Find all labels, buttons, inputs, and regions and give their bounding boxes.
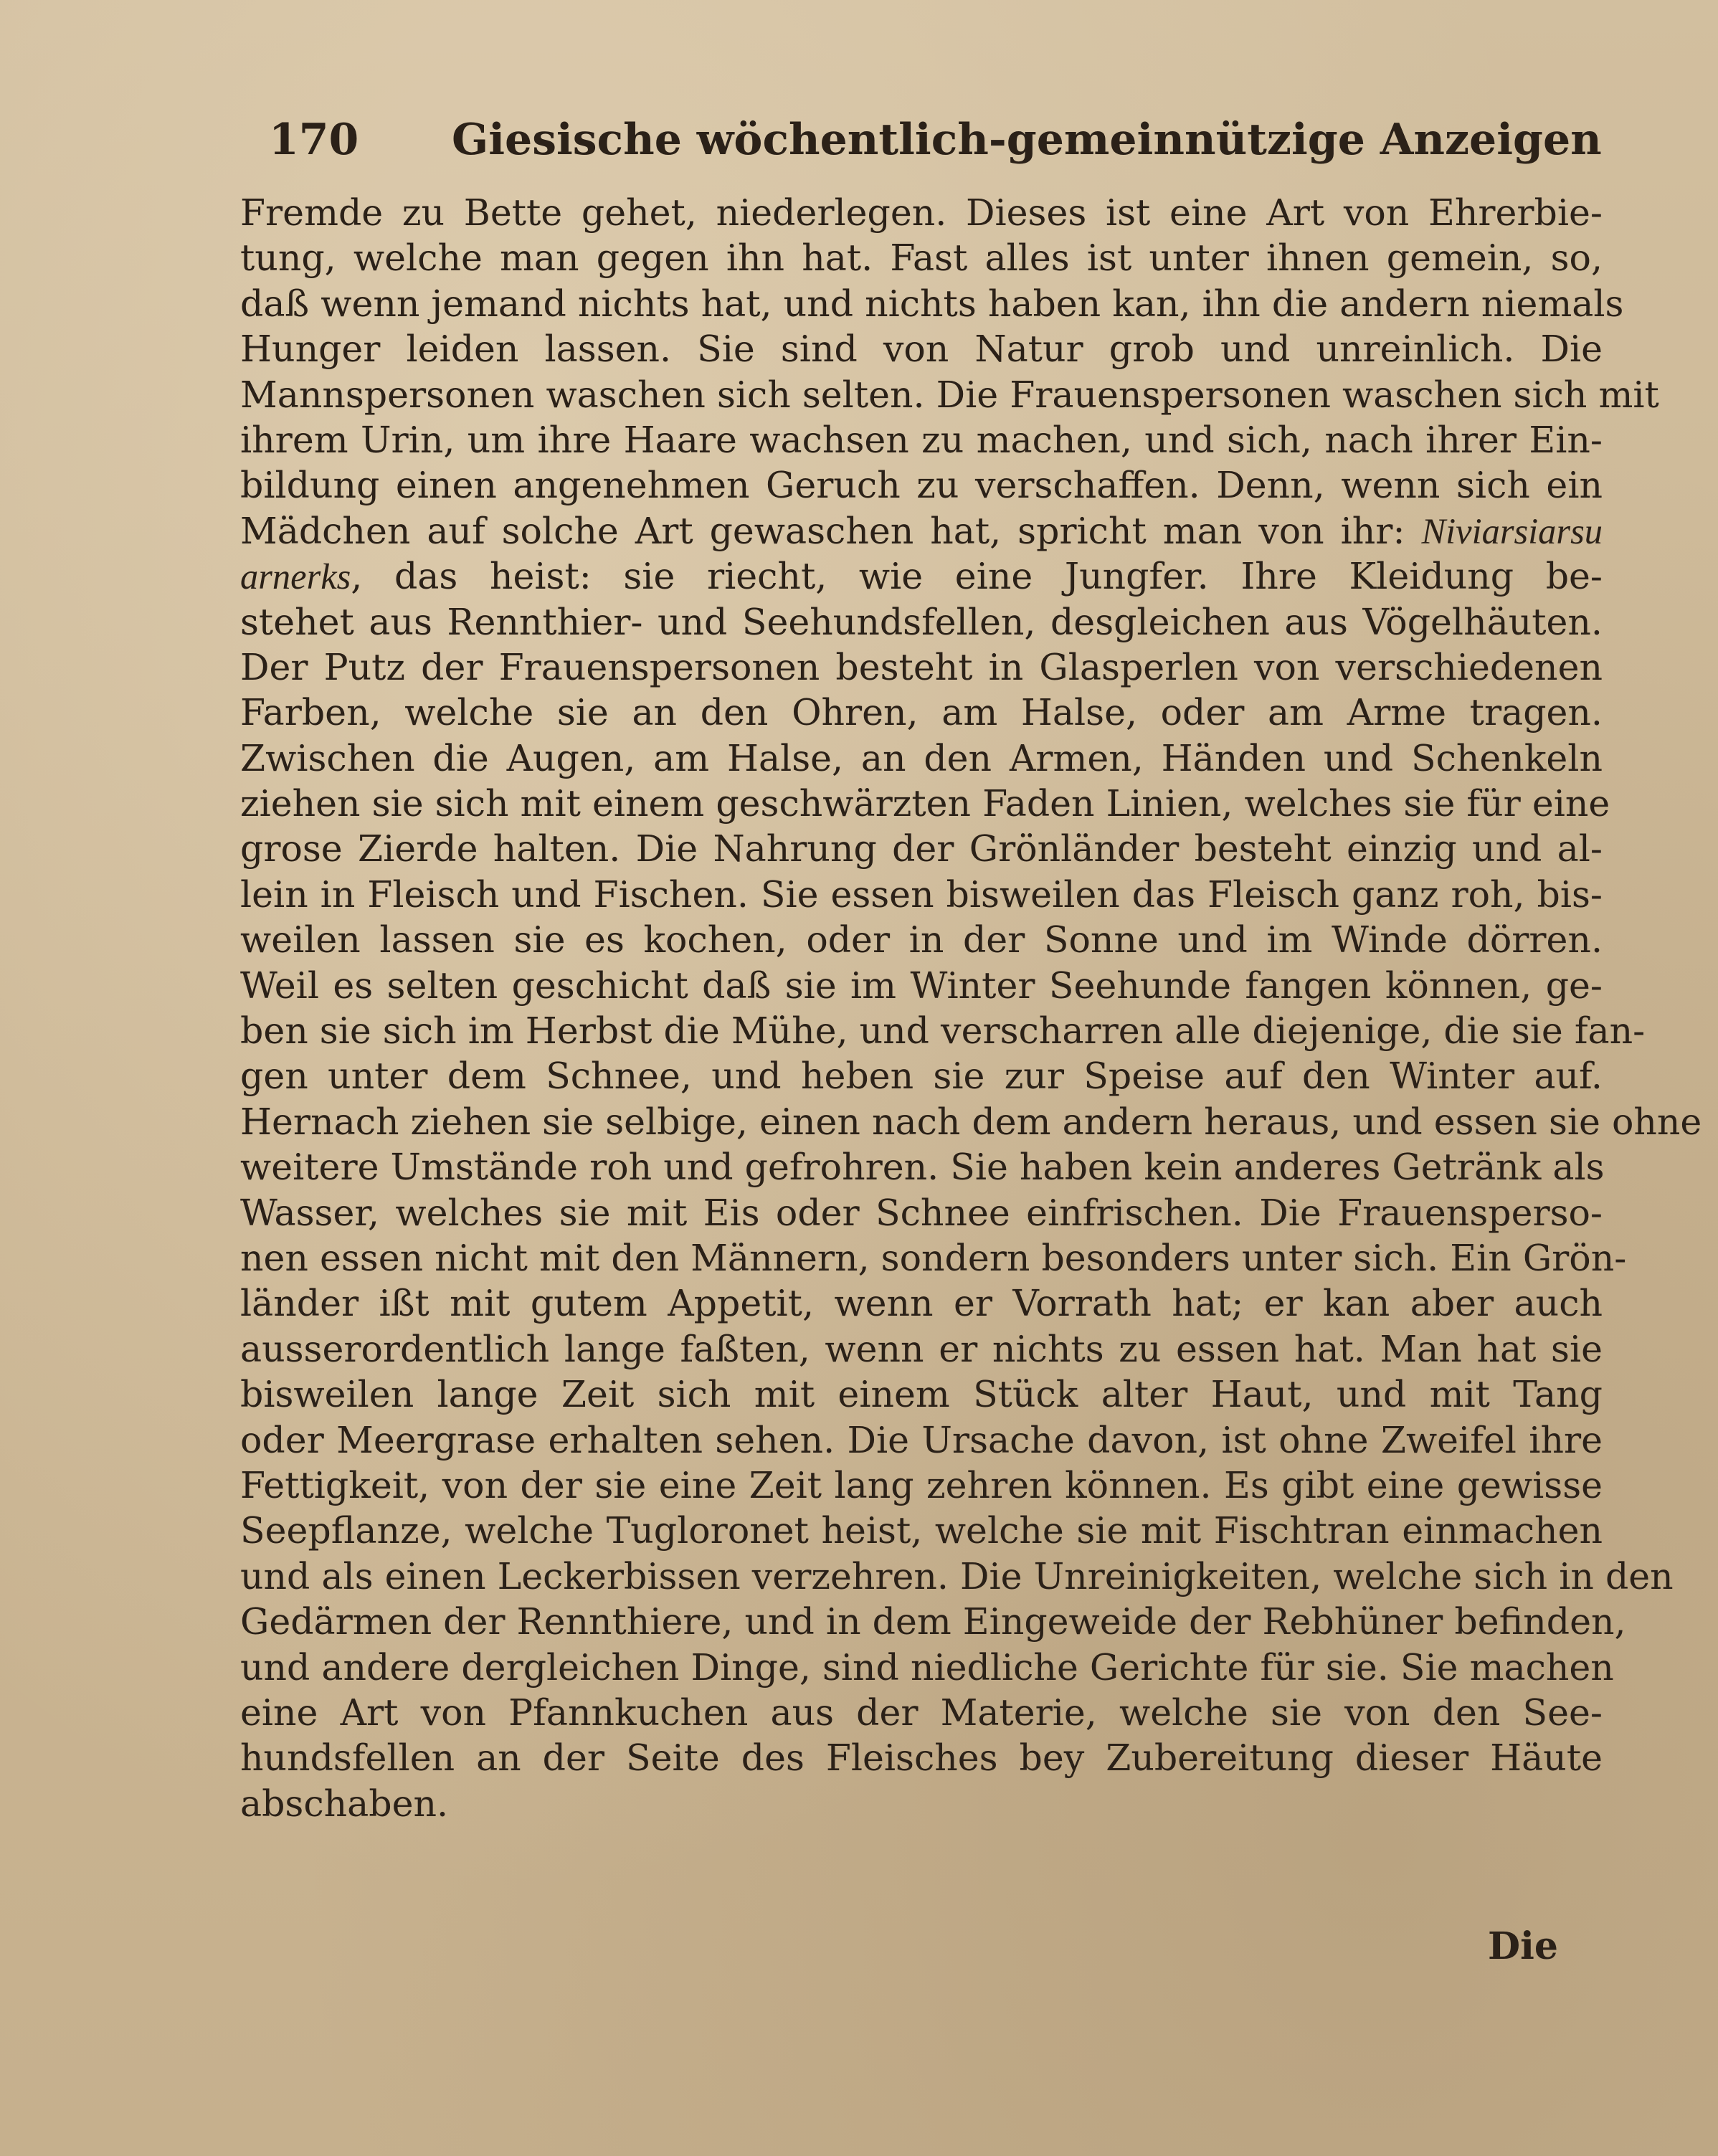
text-line-24: nen essen nicht mit den Männern, sondern besonders unter sich. Ein Grön-	[240, 1236, 1627, 1279]
text-line-23: Wasser, welches sie mit Eis oder Schnee einfrischen. Die Frauensperso-	[240, 1191, 1603, 1234]
text-line-31: und als einen Leckerbissen verzehren. Die Unreinigkeiten, welche sich in den	[240, 1554, 1674, 1597]
inuit-quote-part2: arnerks	[240, 556, 351, 597]
text-line-3: daß wenn jemand nichts hat, und nichts haben kan, ihn die andern niemals	[240, 282, 1624, 325]
text-line-14: ziehen sie sich mit einem geschwärzten Faden Linien, welches sie für eine	[240, 782, 1610, 825]
text-line-2: tung, welche man gegen ihn hat. Fast alles ist unter ihnen gemein, so,	[240, 237, 1603, 280]
text-line-27: bisweilen lange Zeit sich mit einem Stück alter Haut, und mit Tang	[240, 1373, 1603, 1416]
text-line-19: ben sie sich im Herbst die Mühe, und verscharren alle diejenige, die sie fan-	[240, 1010, 1646, 1053]
text-line-30: Seepflanze, welche Tugloronet heist, welche sie mit Fischtran einmachen	[240, 1509, 1603, 1552]
text-line-22: weitere Umstände roh und gefrohren. Sie haben kein anderes Getränk als	[240, 1146, 1605, 1189]
text-line-4: Hunger leiden lassen. Sie sind von Natur grob und unreinlich. Die	[240, 328, 1603, 371]
body-text	[240, 190, 1702, 1826]
text-line-17: weilen lassen sie es kochen, oder in der Sonne und im Winde dörren.	[240, 918, 1603, 961]
text-line-10: stehet aus Rennthier- und Seehundsfellen, desgleichen aus Vögelhäuten.	[240, 600, 1603, 643]
text-line-12: Farben, welche sie an den Ohren, am Halse, oder am Arme tragen.	[240, 691, 1603, 734]
catchword: Die	[1488, 1924, 1558, 1968]
text-line-21: Hernach ziehen sie selbige, einen nach dem andern heraus, und essen sie ohne	[240, 1100, 1702, 1143]
text-line-9-main: das heist: sie riecht, wie eine Jungfer. Ihre Kleidung be-	[394, 555, 1603, 598]
text-line-29: Fettigkeit, von der sie eine Zeit lang zehren können. Es gibt eine gewisse	[240, 1463, 1603, 1506]
text-line-20: gen unter dem Schnee, und heben sie zur Speise auf den Winter auf.	[240, 1055, 1603, 1098]
text-line-18: Weil es selten geschicht daß sie im Winter Seehunde fangen können, ge-	[240, 964, 1603, 1007]
text-line-36: abschaben.	[240, 1782, 449, 1825]
text-line-15: grose Zierde halten. Die Nahrung der Grönländer besteht einzig und al-	[240, 827, 1603, 870]
text-line-1: Fremde zu Bette gehet, niederlegen. Dieses ist eine Art von Ehrerbie-	[240, 191, 1603, 234]
inuit-quote-part1: Niviarsiarsu	[1421, 510, 1603, 551]
text-line-8	[240, 508, 1603, 554]
text-line-7: bildung einen angenehmen Geruch zu verschaffen. Denn, wenn sich ein	[240, 464, 1603, 507]
text-line-25: länder ißt mit gutem Appetit, wenn er Vorrath hat; er kan aber auch	[240, 1282, 1603, 1325]
page-number: 170	[269, 115, 359, 165]
text-line-13: Zwischen die Augen, am Halse, an den Armen, Händen und Schenkeln	[240, 736, 1603, 779]
page-header	[269, 108, 1602, 172]
text-line-9: arnerks, das heist: sie riecht, wie eine Jungfer. Ihre Kleidung be-	[240, 555, 1603, 598]
text-line-34: eine Art von Pfannkuchen aus der Materie, welche sie von den See-	[240, 1691, 1603, 1734]
text-line-8-main: Mädchen auf solche Art gewaschen hat, spricht man von ihr:	[240, 509, 1405, 552]
text-line-16: lein in Fleisch und Fischen. Sie essen bisweilen das Fleisch ganz roh, bis-	[240, 873, 1603, 916]
text-line-11: Der Putz der Frauenspersonen besteht in Glasperlen von verschiedenen	[240, 645, 1603, 688]
text-line-26: ausserordentlich lange faßten, wenn er nichts zu essen hat. Man hat sie	[240, 1327, 1603, 1370]
text-line-35: hundsfellen an der Seite des Fleisches bey Zubereitung dieser Häute	[240, 1737, 1603, 1780]
text-line-5: Mannspersonen waschen sich selten. Die Frauenspersonen waschen sich mit	[240, 373, 1659, 416]
text-line-33: und andere dergleichen Dinge, sind niedliche Gerichte für sie. Sie machen	[240, 1646, 1614, 1689]
text-line-32: Gedärmen der Rennthiere, und in dem Eingeweide der Rebhüner befinden,	[240, 1600, 1626, 1643]
text-line-28: oder Meergrase erhalten sehen. Die Ursache davon, ist ohne Zweifel ihre	[240, 1418, 1603, 1461]
running-title: Giesische wöchentlich-gemeinnützige Anzeigen	[452, 115, 1602, 165]
text-line-6: ihrem Urin, um ihre Haare wachsen zu machen, und sich, nach ihrer Ein-	[240, 418, 1603, 461]
